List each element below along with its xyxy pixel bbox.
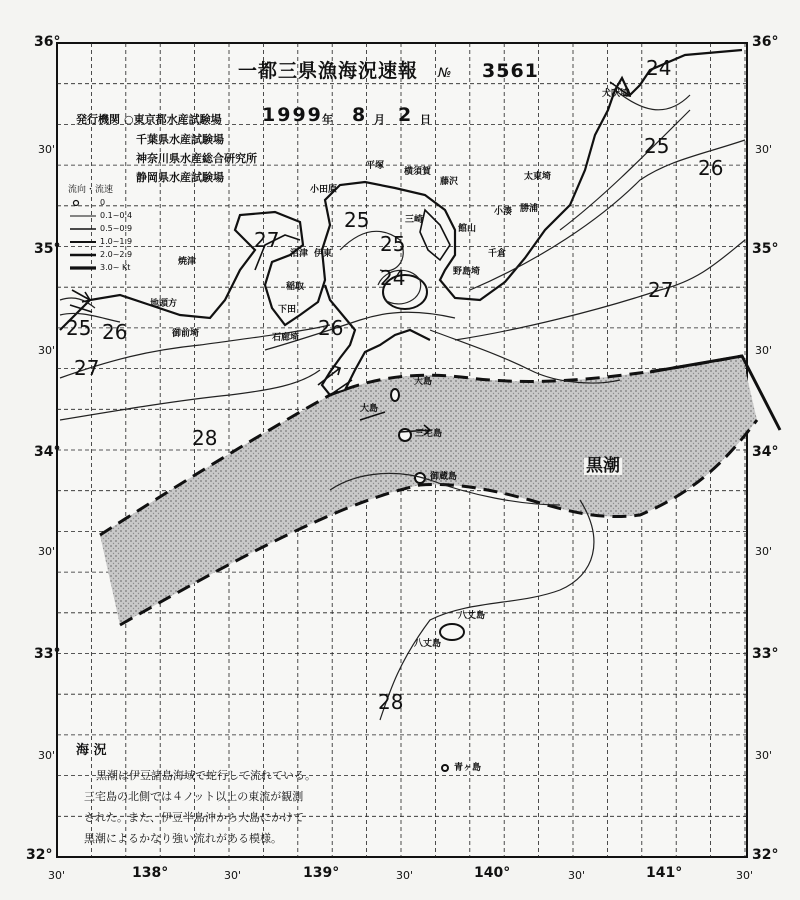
- lat-label-33-left: 33°: [34, 646, 61, 662]
- isotherm-label: 25: [344, 208, 370, 232]
- legend-item: 1.0~1.9: [100, 237, 133, 246]
- place-label: 大島: [360, 404, 379, 414]
- conditions-line: 三宅島の北側では４ノット以上の東流が観測: [84, 790, 304, 803]
- bulletin-title: 一都三県漁海況速報: [238, 60, 419, 82]
- isotherm-label: 27: [254, 228, 280, 252]
- place-label: 三宅島: [415, 429, 443, 439]
- bulletin-number: 3561: [482, 60, 539, 82]
- place-label: 小田原: [310, 185, 338, 195]
- publisher-3: 神奈川県水産総合研究所: [136, 152, 257, 165]
- publisher-1: ○東京都水産試験場: [124, 113, 222, 126]
- place-label: 焼津: [178, 257, 197, 267]
- place-label: 大島: [414, 377, 433, 387]
- legend-title: 流向・流速: [68, 185, 114, 195]
- date-year: 1999: [262, 104, 323, 126]
- isotherm-label: 26: [318, 316, 344, 340]
- place-label: 沼津: [290, 249, 309, 259]
- lat-label-36-left: 36°: [34, 34, 61, 50]
- lon-label-14030: 30': [568, 869, 586, 882]
- conditions-line: 黒潮によるかなり強い流れがある模様。: [84, 832, 282, 845]
- place-label: 地頭方: [150, 299, 178, 309]
- legend-item: 0.5~0.9: [100, 224, 133, 233]
- bulletin-number-prefix: №: [438, 66, 452, 81]
- isotherm-label: 25: [66, 316, 92, 340]
- isotherm-label: 25: [380, 232, 406, 256]
- lat-label-35-left: 35°: [34, 241, 61, 257]
- publisher-2: 千葉県水産試験場: [136, 133, 224, 146]
- isotherm-label: 28: [192, 426, 218, 450]
- lat-label-3530-left: 30': [38, 143, 56, 156]
- place-label: 三崎: [405, 215, 424, 225]
- place-label: 御蔵島: [430, 472, 458, 482]
- lon-label-14130: 30': [736, 869, 754, 882]
- place-label: 下田: [278, 305, 297, 315]
- place-label: 石廊埼: [272, 333, 300, 343]
- legend-item: 3.0~ Kt: [100, 263, 131, 272]
- place-label: 青ヶ島: [454, 763, 482, 773]
- lon-label-138: 138°: [132, 865, 169, 881]
- lat-label-3430-right: 30': [755, 344, 773, 357]
- lon-label-13930: 30': [396, 869, 414, 882]
- date-day-unit: 日: [420, 113, 431, 126]
- lat-label-36-right: 36°: [752, 34, 779, 50]
- isotherm-label: 24: [646, 56, 672, 80]
- lon-label-13730: 30': [48, 869, 66, 882]
- isotherm-label: 26: [102, 320, 128, 344]
- lat-label-35-right: 35°: [752, 241, 779, 257]
- legend-item: 0.1~0.4: [100, 211, 133, 220]
- place-label: 勝浦: [520, 204, 539, 214]
- kuroshio-label: 黒潮: [586, 456, 620, 476]
- lon-label-140: 140°: [474, 865, 511, 881]
- publisher-4: 静岡県水産試験場: [136, 171, 224, 184]
- publisher-label: 発行機関: [76, 113, 120, 126]
- place-label: 八丈島: [458, 611, 486, 621]
- lat-label-34-right: 34°: [752, 444, 779, 460]
- place-label: 犬吠埼: [602, 89, 630, 99]
- isotherm-label: 27: [648, 278, 674, 302]
- lat-label-3330-left: 30': [38, 545, 56, 558]
- lat-label-33-right: 33°: [752, 646, 779, 662]
- lat-label-3430-left: 30': [38, 344, 56, 357]
- isotherm-label: 25: [644, 134, 670, 158]
- place-label: 御前埼: [172, 329, 200, 339]
- lat-label-3230-left: 30': [38, 749, 56, 762]
- place-label: 千倉: [488, 249, 507, 259]
- place-label: 平塚: [366, 161, 385, 171]
- place-label: 八丈島: [414, 639, 442, 649]
- lon-label-141: 141°: [646, 865, 683, 881]
- island-hachijojima: [440, 624, 464, 640]
- lat-label-3330-right: 30': [755, 545, 773, 558]
- place-label: 伊東: [314, 249, 333, 259]
- conditions-heading: 海 況: [76, 743, 107, 758]
- lat-label-32-left: 32°: [26, 847, 53, 863]
- conditions-line: された。また、伊豆半島沖から大島にかけて: [84, 811, 304, 824]
- place-label: 太東埼: [524, 172, 552, 182]
- island-aogashima: [442, 765, 448, 771]
- place-label: 藤沢: [440, 177, 459, 187]
- place-label: 野島埼: [453, 267, 481, 277]
- date-year-unit: 年: [322, 113, 333, 126]
- date-day: 2: [398, 104, 414, 126]
- lon-label-13830: 30': [224, 869, 242, 882]
- legend-item: 0: [100, 198, 106, 207]
- date-month: 8: [352, 104, 368, 126]
- isotherm-label: 26: [698, 156, 724, 180]
- lat-label-32-right: 32°: [752, 847, 779, 863]
- date-month-unit: 月: [374, 113, 385, 126]
- conditions-line: 黒潮は伊豆諸島海域で蛇行して流れている。: [96, 769, 316, 782]
- island-niijima: [391, 389, 399, 401]
- lon-label-139: 139°: [303, 865, 340, 881]
- isotherm-label: 24: [380, 266, 406, 290]
- place-label: 館山: [458, 224, 477, 234]
- isotherm-label: 28: [378, 690, 404, 714]
- lat-label-3230-right: 30': [755, 749, 773, 762]
- place-label: 横須賀: [404, 167, 432, 177]
- isotherm-label: 27: [74, 356, 100, 380]
- lat-label-34-left: 34°: [34, 444, 61, 460]
- place-label: 稲取: [286, 282, 305, 292]
- place-label: 小湊: [494, 207, 513, 217]
- lat-label-3530-right: 30': [755, 143, 773, 156]
- legend-item: 2.0~2.9: [100, 250, 133, 259]
